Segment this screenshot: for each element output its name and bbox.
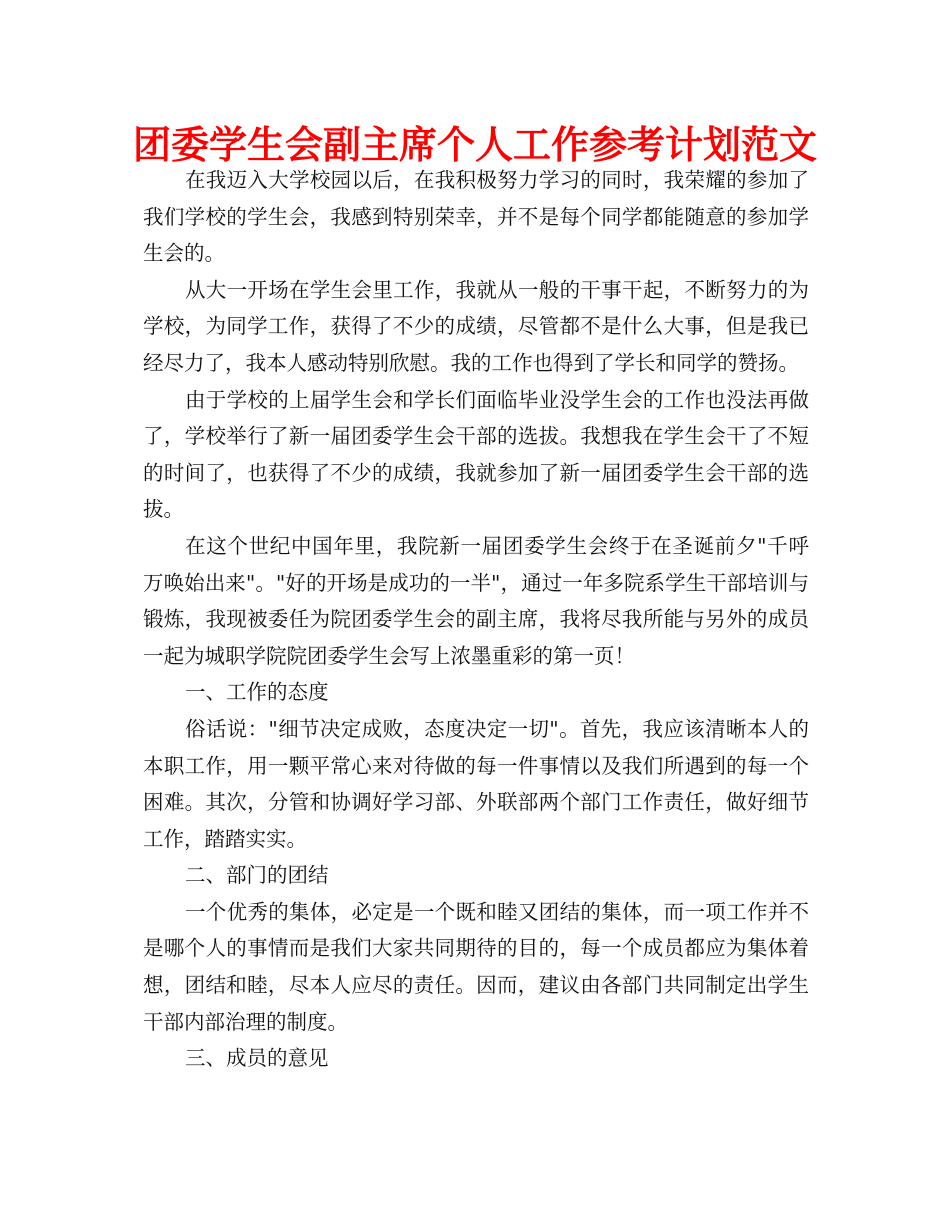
paragraph-2: 从大一开场在学生会里工作，我就从一般的干事干起，不断努力的为学校，为同学工作，获得了不少的成绩，尽管都不是什么大事，但是我已经尽力了，我本人感动特别欣慰。我的工作也得到了学长和同学的赞扬。 (143, 277, 809, 375)
section-heading-work-attitude: 一、工作的态度 (185, 680, 329, 705)
section-body-work-attitude: 俗话说："细节决定成败，态度决定一切"。首先，我应该清晰本人的本职工作，用一颗平常心来对待做的每一件事情以及我们所遇到的每一个困难。其次，分管和协调好学习部、外联部两个部门工作责任，做好细节工作，踏踏实实。 (143, 716, 809, 851)
document-body (143, 162, 809, 1077)
paragraph-1: 在我迈入大学校园以后，在我积极努力学习的同时，我荣耀的参加了我们学校的学生会，我感到特别荣幸，并不是每个同学都能随意的参加学生会的。 (143, 168, 809, 266)
paragraph-3: 由于学校的上届学生会和学长们面临毕业没学生会的工作也没法再做了，学校举行了新一届团委学生会干部的选拔。我想我在学生会干了不短的时间了，也获得了不少的成绩，我就参加了新一届团委学生会干部的选拔。 (143, 387, 809, 522)
section-body-department-unity: 一个优秀的集体，必定是一个既和睦又团结的集体，而一项工作并不是哪个人的事情而是我们大家共同期待的目的，每一个成员都应为集体着想，团结和睦，尽本人应尽的责任。因而，建议由各部门共同制定出学生干部内部治理的制度。 (143, 899, 809, 1034)
section-heading-member-opinions: 三、成员的意见 (185, 1046, 329, 1071)
paragraph-4: 在这个世纪中国年里，我院新一届团委学生会终于在圣诞前夕"千呼万唤始出来"。"好的开场是成功的一半"，通过一年多院系学生干部培训与锻炼，我现被委任为院团委学生会的副主席，我将尽我所能与另外的成员一起为城职学院院团委学生会写上浓墨重彩的第一页！ (143, 533, 809, 668)
section-heading-department-unity: 二、部门的团结 (185, 863, 329, 888)
document-title: 团委学生会副主席个人工作参考计划范文 (132, 123, 817, 167)
